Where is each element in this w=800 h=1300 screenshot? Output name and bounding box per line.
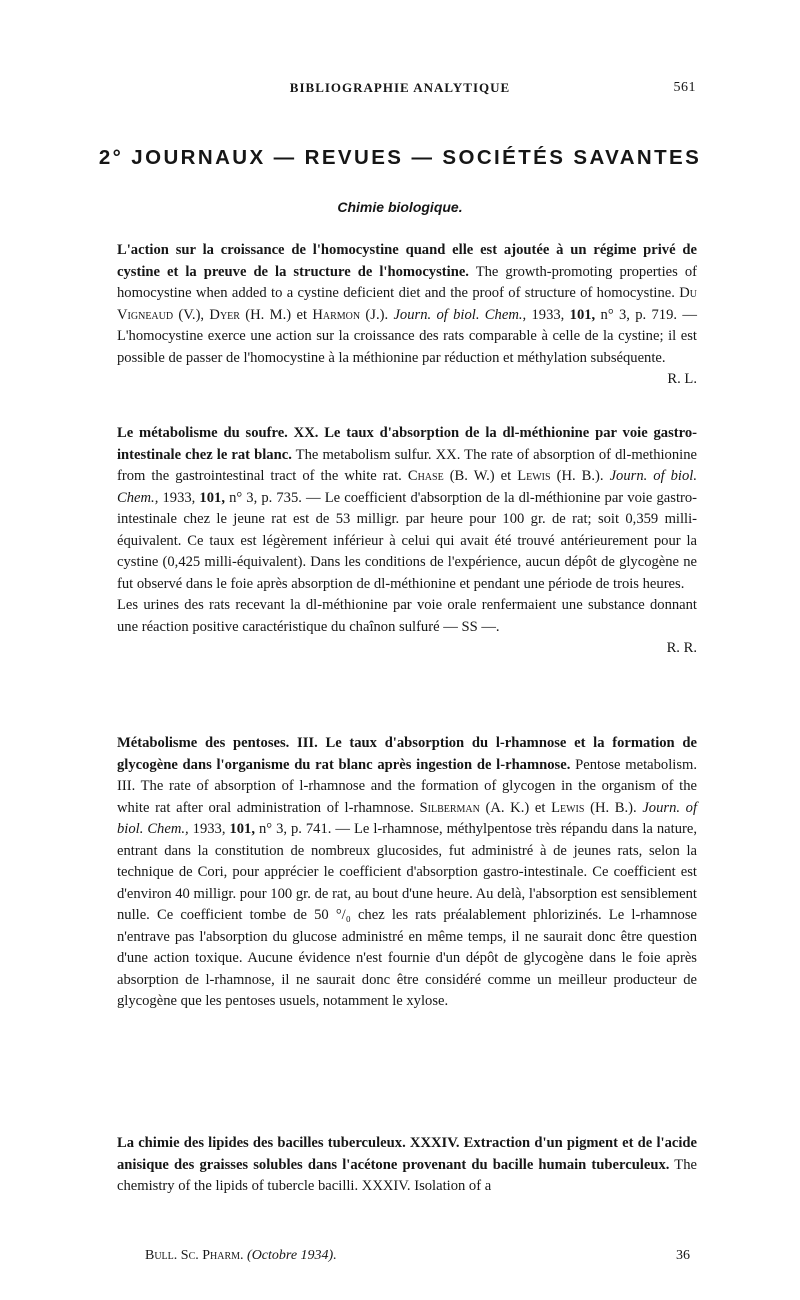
- reviewer-initials: R. R.: [666, 640, 697, 656]
- article-abstract: — L'homocystine exerce une action sur la croissance des rats comparable à celle de la cystine; il est possible de passer de l'homocystine à la méthionine par réduction et méthylation subséquente.: [117, 306, 697, 366]
- publication-year: 1933,: [531, 306, 565, 323]
- english-title: The metabolism sulfur. XX. The rate of absorption of dl-methionine from the gastrointestinal tract of the white rat.: [117, 446, 697, 484]
- article-title: L'action sur la croissance de l'homocystine quand elle est ajoutée à un régime privé de cystine et la preuve de la structure de l'homocystine.: [117, 242, 697, 280]
- running-head: [0, 80, 800, 100]
- english-title: The growth-promoting properties of homocystine when added to a cystine deficient diet and the proof of structure of homocystine.: [117, 263, 697, 301]
- author: Lewis (H. B.).: [517, 468, 604, 484]
- author-joiner: et: [296, 306, 308, 323]
- article-paragraph: [117, 1133, 697, 1198]
- footer-date: (Octobre 1934).: [247, 1248, 337, 1263]
- article-paragraph: [117, 240, 697, 369]
- issue-and-page: n° 3, p. 719.: [600, 306, 678, 323]
- issue-and-page: n° 3, p. 741.: [258, 821, 332, 837]
- article-homocystine: [117, 240, 697, 391]
- running-title: BIBLIOGRAPHIE ANALYTIQUE: [289, 80, 511, 95]
- author: Dyer (H. M.): [209, 306, 292, 323]
- english-title: The chemistry of the lipids of tubercle bacilli. XXXIV. Isolation of a: [117, 1156, 697, 1194]
- article-paragraph: [117, 733, 697, 1013]
- journal-name: Journ. of biol. Chem.,: [117, 468, 697, 506]
- sheet-number: 36: [676, 1248, 690, 1263]
- author-joiner: et: [500, 468, 512, 484]
- reviewer-initials: R. L.: [667, 371, 697, 387]
- subsection-heading: Chimie biologique.: [337, 199, 463, 215]
- article-dl-methionine: [117, 423, 697, 660]
- author: Chase (B. W.): [407, 468, 495, 484]
- issue-and-page: n° 3, p. 735.: [229, 489, 302, 506]
- author: Silberman (A. K.): [419, 799, 530, 816]
- publication-year: 1933,: [192, 821, 226, 837]
- page-number: 561: [673, 80, 696, 95]
- publication-year: 1933,: [162, 489, 196, 506]
- article-rhamnose: [117, 733, 697, 1013]
- article-abstract: — Le coefficient d'absorption de la dl-méthionine par voie gastro-intestinale chez le jeune rat est de 53 milligr. par heure pour 100 gr. de rat; soit 0,359 milli-équivalent. Ce taux est légèrement inférieur à celui qui avait été trouvé antérieurement pour la cystine (0,425 milli-équivalent). Dans les conditions de l'expérience, aucun dépôt de glycogène ne fut observé dans le foie après absorption de dl-méthionine et pendant une période de trois heures.: [117, 489, 698, 592]
- journal-name: Journ. of biol. Chem.,: [393, 306, 527, 323]
- journal-name: Journ. of biol. Chem.,: [117, 799, 698, 837]
- footer-citation: [145, 1248, 337, 1264]
- volume-number: 101,: [199, 489, 225, 506]
- section-heading: 2° JOURNAUX — REVUES — SOCIÉTÉS SAVANTES: [98, 146, 702, 169]
- volume-number: 101,: [229, 821, 255, 837]
- page-footer: [145, 1248, 690, 1268]
- footer-journal: Bull. Sc. Pharm.: [145, 1248, 244, 1263]
- author: Harmon (J.).: [312, 306, 389, 323]
- article-abstract: — Le l-rhamnose, méthylpentose très répandu dans la nature, entrant dans la constitution de nombreux glucosides, fut administré à de jeunes rats, selon la technique de Cori, pour apprécier le coefficient d'absorption gastro-intestinale. Ce coefficient est d'environ 40 milligr. pour 100 gr. de rat, au bout d'une heure. Au delà, l'absorption est sensiblement nulle. Ce coefficient tombe de 50 °/₀ chez les rats préalablement phlorizinés. Le l-rhamnose n'entrave pas l'absorption du glucose administré en même temps, il ne saurait donc être question d'une action toxique. Aucune évidence n'est fournie d'un dépôt de glycogène dans le foie après absorption de l-rhamnose, il ne saurait donc être considéré comme un meilleur producteur de glycogène que les pentoses usuels, notamment le xylose.: [117, 821, 697, 1009]
- article-paragraph: [117, 423, 697, 595]
- article-title: Le métabolisme du soufre. XX. Le taux d'absorption de la dl-méthionine par voie gastro-intestinale chez le rat blanc.: [117, 425, 697, 463]
- author-joiner: et: [534, 799, 546, 816]
- article-tubercle-lipids: [117, 1133, 697, 1198]
- article-additional-paragraph: Les urines des rats recevant la dl-méthionine par voie orale renfermaient une substance donnant une réaction positive caractéristique du chaînon sulfuré — SS —.: [117, 597, 697, 635]
- author: Lewis (H. B.).: [551, 799, 637, 816]
- english-title: Pentose metabolism. III. The rate of absorption of l-rhamnose and the formation of glycogen in the organism of the white rat after oral administration of l-rhamnose.: [117, 756, 697, 816]
- author: Du Vigneaud (V.),: [117, 285, 697, 323]
- volume-number: 101,: [569, 306, 596, 323]
- article-title: La chimie des lipides des bacilles tuberculeux. XXXIV. Extraction d'un pigment et de l'acide anisique des graisses solubles dans l'acétone provenant du bacille humain tuberculeux.: [117, 1135, 697, 1173]
- article-title: Métabolisme des pentoses. III. Le taux d'absorption du l-rhamnose et la formation de glycogène dans l'organisme du rat blanc après ingestion de l-rhamnose.: [117, 735, 697, 773]
